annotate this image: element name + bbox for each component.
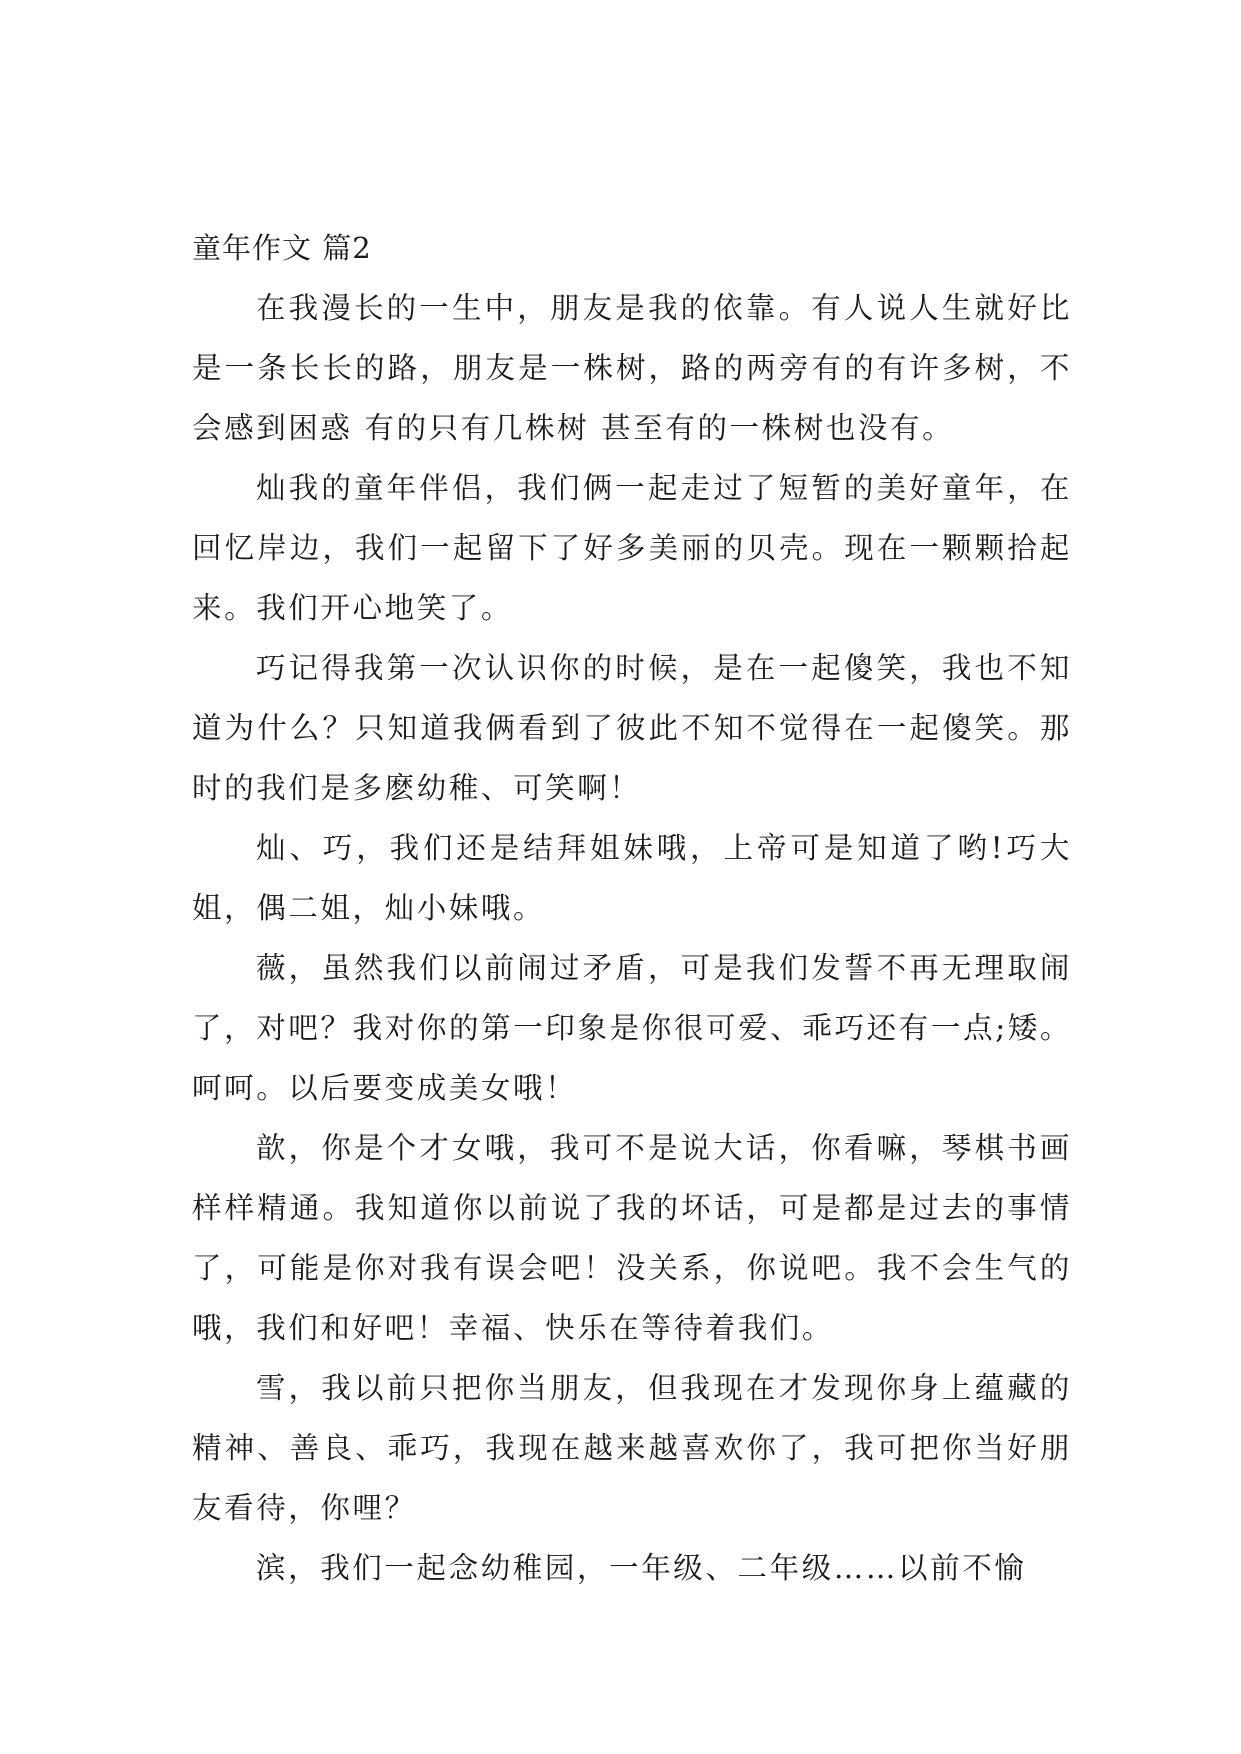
paragraph-1: 在我漫长的一生中，朋友是我的依靠。有人说人生就好比是一条长长的路，朋友是一株树，路的两旁有的有许多树，不会感到困惑 有的只有几株树 甚至有的一株树也没有。 (192, 291, 1072, 445)
paragraph-2: 灿我的童年伴侣，我们俩一起走过了短暂的美好童年，在回忆岸边，我们一起留下了好多美丽的贝壳。现在一颗颗拾起来。我们开心地笑了。 (192, 471, 1072, 625)
paragraph-4: 灿、巧，我们还是结拜姐妹哦，上帝可是知道了哟!巧大姐，偶二姐，灿小妹哦。 (192, 831, 1072, 925)
paragraph-6: 歆，你是个才女哦，我可不是说大话，你看嘛，琴棋书画样样精通。我知道你以前说了我的坏话，可是都是过去的事情了，可能是你对我有误会吧！没关系，你说吧。我不会生气的哦，我们和好吧！幸福、快乐在等待着我们。 (192, 1131, 1072, 1345)
document-body (192, 218, 1072, 1598)
paragraph-3: 巧记得我第一次认识你的时候，是在一起傻笑，我也不知道为什么？只知道我俩看到了彼此不知不觉得在一起傻笑。那时的我们是多麽幼稚、可笑啊！ (192, 651, 1072, 805)
document-title: 童年作文 篇2 (192, 231, 372, 265)
paragraph-5: 薇，虽然我们以前闹过矛盾，可是我们发誓不再无理取闹了，对吧？我对你的第一印象是你很可爱、乖巧还有一点;矮。呵呵。以后要变成美女哦！ (192, 951, 1072, 1105)
paragraph-7: 雪，我以前只把你当朋友，但我现在才发现你身上蕴藏的精神、善良、乖巧，我现在越来越喜欢你了，我可把你当好朋友看待，你哩？ (192, 1371, 1072, 1525)
paragraph-8: 滨，我们一起念幼稚园，一年级、二年级……以前不愉 (256, 1551, 1027, 1585)
